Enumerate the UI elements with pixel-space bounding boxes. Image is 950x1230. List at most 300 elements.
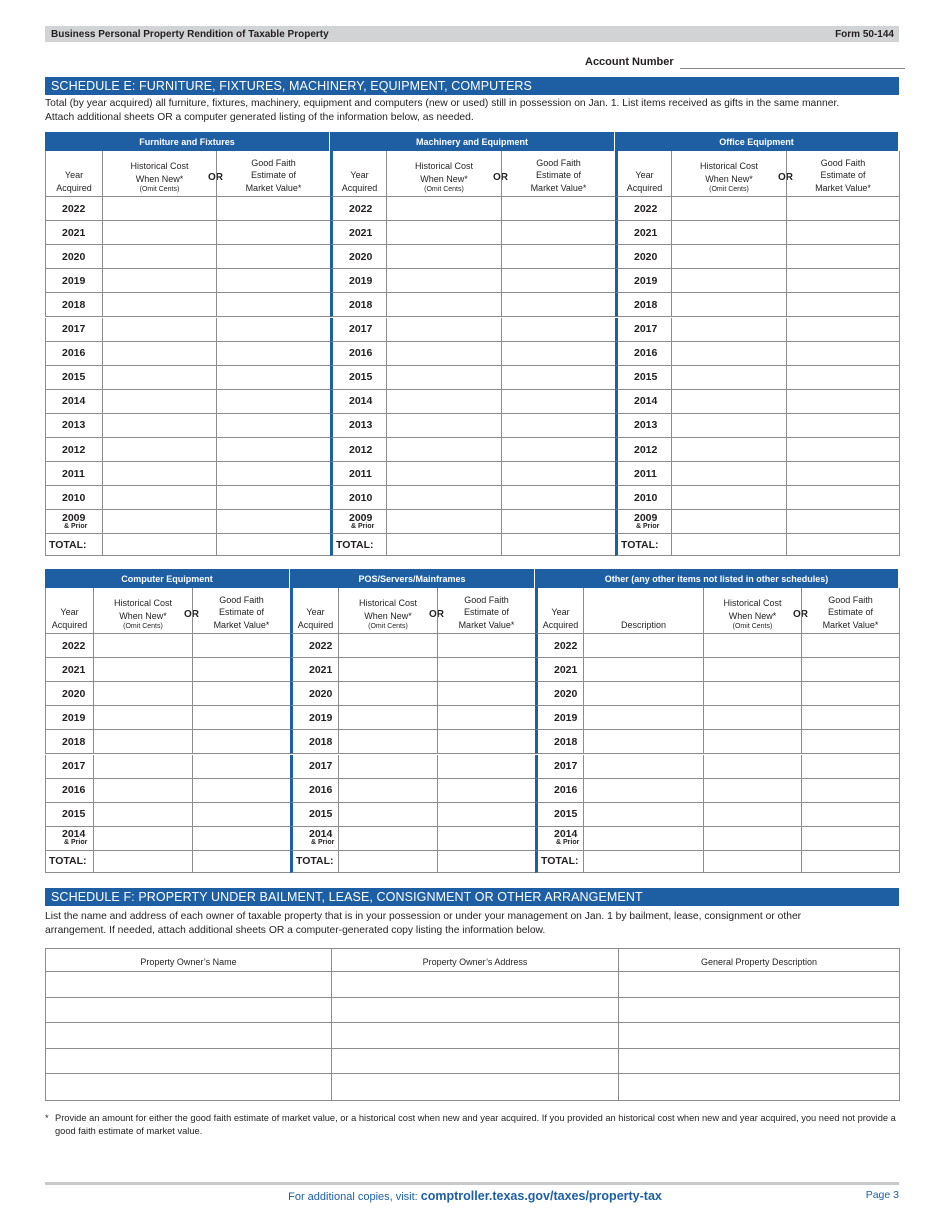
group-header: Computer Equipment bbox=[45, 569, 290, 588]
hist-input-cell[interactable] bbox=[671, 318, 786, 342]
good-input-cell[interactable] bbox=[437, 682, 535, 706]
desc-input-cell[interactable] bbox=[583, 730, 703, 754]
good-input-cell[interactable] bbox=[786, 269, 899, 293]
year-label: 2018 bbox=[535, 730, 583, 754]
hist-input-cell[interactable] bbox=[386, 390, 501, 414]
good-input-cell[interactable] bbox=[501, 486, 615, 510]
good-input-cell[interactable] bbox=[437, 634, 535, 658]
property-description-input[interactable] bbox=[619, 1074, 899, 1100]
year-label: 2011 bbox=[330, 462, 386, 486]
or-separator: OR bbox=[429, 609, 444, 620]
good-input-cell[interactable] bbox=[801, 730, 899, 754]
desc-input-cell[interactable] bbox=[583, 827, 703, 851]
hist-input-cell[interactable] bbox=[93, 827, 192, 851]
year-label: 2015 bbox=[615, 366, 671, 390]
good-input-cell[interactable] bbox=[801, 779, 899, 803]
estimate-of-line: Estimate of bbox=[250, 170, 297, 180]
hist-input-cell[interactable] bbox=[703, 779, 801, 803]
year-label: 2012 bbox=[45, 438, 102, 462]
good-input-cell[interactable] bbox=[437, 827, 535, 851]
good-input-cell[interactable] bbox=[501, 293, 615, 317]
property-description-input[interactable] bbox=[619, 1023, 899, 1048]
hist-input-cell[interactable] bbox=[386, 269, 501, 293]
year-label bbox=[290, 827, 338, 851]
good-input-cell[interactable] bbox=[786, 390, 899, 414]
year-label: 2021 bbox=[45, 658, 93, 682]
good-input-cell[interactable] bbox=[501, 390, 615, 414]
hist-input-cell[interactable] bbox=[386, 462, 501, 486]
good-faith-line: Good Faith bbox=[219, 594, 264, 605]
hist-input-cell[interactable] bbox=[386, 486, 501, 510]
good-input-cell[interactable] bbox=[501, 342, 615, 366]
year-label: 2011 bbox=[45, 462, 102, 486]
hist-input-cell[interactable] bbox=[386, 366, 501, 390]
year-label: 2013 bbox=[45, 414, 102, 438]
year-label: 2012 bbox=[615, 438, 671, 462]
schedule-f-row bbox=[46, 998, 899, 1024]
prior-note: & Prior bbox=[64, 839, 88, 847]
good-input-cell[interactable] bbox=[192, 779, 290, 803]
page-number: Page 3 bbox=[865, 1189, 899, 1201]
hist-input-cell[interactable] bbox=[671, 462, 786, 486]
good-input-cell[interactable] bbox=[786, 414, 899, 438]
total-label: TOTAL: bbox=[535, 851, 583, 873]
desc-input-cell[interactable] bbox=[583, 803, 703, 827]
good-faith-line: Good Faith bbox=[251, 157, 296, 168]
hist-input-cell[interactable] bbox=[386, 534, 501, 556]
or-separator: OR bbox=[493, 172, 508, 183]
good-input-cell[interactable] bbox=[437, 779, 535, 803]
year-label: 2014 bbox=[330, 390, 386, 414]
year-label: 2017 bbox=[45, 318, 102, 342]
good-input-cell[interactable] bbox=[437, 706, 535, 730]
footnote-text: Provide an amount for either the good faith estimate of market value, or a historical cost when new and year acquired. If you provided an historical cost when new and year acquired, you need not provide a good faith estimate of market value. bbox=[55, 1113, 896, 1136]
good-input-cell[interactable] bbox=[501, 462, 615, 486]
year-label: 2019 bbox=[535, 706, 583, 730]
hist-input-cell[interactable] bbox=[386, 293, 501, 317]
year-label: 2019 bbox=[45, 706, 93, 730]
good-input-cell[interactable] bbox=[786, 534, 899, 556]
year-label: 2021 bbox=[615, 221, 671, 245]
owner-address-input[interactable] bbox=[332, 1074, 619, 1100]
hist-input-cell[interactable] bbox=[671, 510, 786, 534]
hist-input-cell[interactable] bbox=[102, 221, 216, 245]
good-input-cell[interactable] bbox=[801, 634, 899, 658]
good-input-cell[interactable] bbox=[801, 706, 899, 730]
good-input-cell[interactable] bbox=[501, 534, 615, 556]
good-input-cell[interactable] bbox=[437, 851, 535, 873]
group-header: Office Equipment bbox=[615, 132, 899, 151]
desc-input-cell[interactable] bbox=[583, 706, 703, 730]
year-label: 2013 bbox=[330, 414, 386, 438]
hist-input-cell[interactable] bbox=[93, 658, 192, 682]
hist-input-cell[interactable] bbox=[93, 755, 192, 779]
good-input-cell[interactable] bbox=[216, 414, 330, 438]
good-input-cell[interactable] bbox=[216, 462, 330, 486]
prior-note: & Prior bbox=[636, 522, 660, 530]
good-input-cell[interactable] bbox=[192, 658, 290, 682]
good-input-cell[interactable] bbox=[801, 851, 899, 873]
good-input-cell[interactable] bbox=[501, 366, 615, 390]
or-separator: OR bbox=[793, 609, 808, 620]
good-input-cell[interactable] bbox=[786, 462, 899, 486]
good-input-cell[interactable] bbox=[786, 366, 899, 390]
hist-input-cell[interactable] bbox=[703, 730, 801, 754]
hist-input-cell[interactable] bbox=[671, 390, 786, 414]
good-input-cell[interactable] bbox=[192, 730, 290, 754]
owner-address-input[interactable] bbox=[332, 1023, 619, 1048]
owner-name-input[interactable] bbox=[46, 998, 332, 1023]
year-label: 2013 bbox=[615, 414, 671, 438]
year-column-header bbox=[290, 588, 338, 634]
good-input-cell[interactable] bbox=[786, 318, 899, 342]
owner-name-input[interactable] bbox=[46, 972, 332, 997]
hist-input-cell[interactable] bbox=[671, 534, 786, 556]
group-header: Machinery and Equipment bbox=[330, 132, 615, 151]
hist-input-cell[interactable] bbox=[671, 438, 786, 462]
good-faith-line: Good Faith bbox=[536, 157, 581, 168]
good-input-cell[interactable] bbox=[216, 221, 330, 245]
good-input-cell[interactable] bbox=[437, 755, 535, 779]
hist-input-cell[interactable] bbox=[671, 414, 786, 438]
good-input-cell[interactable] bbox=[216, 245, 330, 269]
year-label: 2019 bbox=[615, 269, 671, 293]
good-input-cell[interactable] bbox=[786, 486, 899, 510]
good-input-cell[interactable] bbox=[192, 755, 290, 779]
hist-column-header bbox=[671, 151, 786, 197]
year-label: 2022 bbox=[535, 634, 583, 658]
owner-address-input[interactable] bbox=[332, 998, 619, 1023]
form-header-bar bbox=[45, 26, 899, 42]
prior-year-value: 2009 bbox=[634, 511, 658, 524]
year-label: 2016 bbox=[290, 779, 338, 803]
hist-input-cell[interactable] bbox=[386, 318, 501, 342]
owner-name-input[interactable] bbox=[46, 1049, 332, 1074]
hist-input-cell[interactable] bbox=[671, 197, 786, 221]
schedule-e-instructions bbox=[45, 97, 905, 124]
account-number-label: Account Number bbox=[585, 56, 674, 68]
good-input-cell[interactable] bbox=[216, 510, 330, 534]
year-header-line: Year bbox=[306, 607, 325, 617]
hist-column-header bbox=[386, 151, 501, 197]
property-description-input[interactable] bbox=[619, 998, 899, 1023]
hist-input-cell[interactable] bbox=[671, 269, 786, 293]
year-label: 2018 bbox=[330, 293, 386, 317]
good-input-cell[interactable] bbox=[437, 803, 535, 827]
hist-input-cell[interactable] bbox=[102, 438, 216, 462]
good-input-cell[interactable] bbox=[801, 803, 899, 827]
group-header: Furniture and Fixtures bbox=[45, 132, 330, 151]
year-label: 2020 bbox=[45, 245, 102, 269]
good-input-cell[interactable] bbox=[437, 658, 535, 682]
year-label: 2022 bbox=[330, 197, 386, 221]
hist-input-cell[interactable] bbox=[93, 682, 192, 706]
desc-input-cell[interactable] bbox=[583, 658, 703, 682]
good-column-header bbox=[216, 151, 330, 197]
year-label bbox=[45, 827, 93, 851]
good-input-cell[interactable] bbox=[216, 390, 330, 414]
hist-input-cell[interactable] bbox=[93, 730, 192, 754]
hist-input-cell[interactable] bbox=[93, 803, 192, 827]
year-label: 2017 bbox=[615, 318, 671, 342]
or-separator: OR bbox=[778, 172, 793, 183]
footer bbox=[0, 1189, 950, 1203]
estimate-of-line: Estimate of bbox=[827, 607, 874, 617]
hist-input-cell[interactable] bbox=[93, 779, 192, 803]
year-label: 2014 bbox=[45, 390, 102, 414]
hist-input-cell[interactable] bbox=[102, 390, 216, 414]
good-input-cell[interactable] bbox=[216, 534, 330, 556]
good-input-cell[interactable] bbox=[801, 658, 899, 682]
good-input-cell[interactable] bbox=[192, 851, 290, 873]
prior-year-value: 2014 bbox=[309, 828, 333, 841]
year-label: 2022 bbox=[290, 634, 338, 658]
hist-input-cell[interactable] bbox=[671, 366, 786, 390]
year-label: 2019 bbox=[45, 269, 102, 293]
group-header: POS/Servers/Mainframes bbox=[290, 569, 535, 588]
owner-address-input[interactable] bbox=[332, 972, 619, 997]
acquired-header-line: Acquired bbox=[51, 619, 88, 630]
hist-input-cell[interactable] bbox=[703, 658, 801, 682]
year-label bbox=[615, 510, 671, 534]
hist-input-cell[interactable] bbox=[338, 730, 437, 754]
historical-cost-line: Historical Cost bbox=[699, 161, 758, 171]
footer-link[interactable]: comptroller.texas.gov/taxes/property-tax bbox=[420, 1189, 662, 1203]
year-label: 2020 bbox=[45, 682, 93, 706]
year-label: 2021 bbox=[290, 658, 338, 682]
footer-rule bbox=[45, 1182, 899, 1185]
hist-input-cell[interactable] bbox=[338, 779, 437, 803]
year-label: 2016 bbox=[535, 779, 583, 803]
hist-input-cell[interactable] bbox=[671, 342, 786, 366]
good-input-cell[interactable] bbox=[501, 414, 615, 438]
hist-input-cell[interactable] bbox=[102, 486, 216, 510]
good-input-cell[interactable] bbox=[786, 221, 899, 245]
schedule-f-row bbox=[46, 1049, 899, 1075]
owner-address-header: Property Owner’s Address bbox=[332, 949, 619, 971]
hist-input-cell[interactable] bbox=[703, 682, 801, 706]
hist-input-cell[interactable] bbox=[386, 221, 501, 245]
hist-input-cell[interactable] bbox=[671, 293, 786, 317]
hist-input-cell[interactable] bbox=[386, 510, 501, 534]
year-label: 2022 bbox=[45, 634, 93, 658]
hist-input-cell[interactable] bbox=[102, 318, 216, 342]
good-input-cell[interactable] bbox=[437, 730, 535, 754]
hist-input-cell[interactable] bbox=[102, 414, 216, 438]
good-faith-line: Good Faith bbox=[828, 594, 873, 605]
good-input-cell[interactable] bbox=[216, 438, 330, 462]
desc-input-cell[interactable] bbox=[583, 851, 703, 873]
hist-input-cell[interactable] bbox=[338, 827, 437, 851]
omit-cents-note: (Omit Cents) bbox=[732, 623, 773, 630]
good-input-cell[interactable] bbox=[192, 803, 290, 827]
form-title: Business Personal Property Rendition of Taxable Property bbox=[51, 28, 329, 40]
footer-prefix: For additional copies, visit: bbox=[288, 1191, 421, 1203]
good-input-cell[interactable] bbox=[786, 293, 899, 317]
schedule-e-title: SCHEDULE E: FURNITURE, FIXTURES, MACHINERY, EQUIPMENT, COMPUTERS bbox=[45, 77, 899, 95]
good-faith-line: Good Faith bbox=[464, 594, 509, 605]
hist-input-cell[interactable] bbox=[102, 510, 216, 534]
desc-input-cell[interactable] bbox=[583, 634, 703, 658]
good-column-header bbox=[192, 588, 290, 634]
year-label: 2015 bbox=[290, 803, 338, 827]
property-description-input[interactable] bbox=[619, 972, 899, 997]
year-label: 2016 bbox=[45, 342, 102, 366]
owner-name-input[interactable] bbox=[46, 1074, 332, 1100]
or-separator: OR bbox=[208, 172, 223, 183]
year-label: 2015 bbox=[45, 803, 93, 827]
desc-input-cell[interactable] bbox=[583, 682, 703, 706]
hist-input-cell[interactable] bbox=[338, 755, 437, 779]
hist-column-header bbox=[93, 588, 192, 634]
description-header-text: Description bbox=[620, 619, 667, 630]
hist-input-cell[interactable] bbox=[671, 486, 786, 510]
hist-input-cell[interactable] bbox=[338, 706, 437, 730]
good-input-cell[interactable] bbox=[501, 197, 615, 221]
prior-note: & Prior bbox=[64, 522, 88, 530]
owner-address-input[interactable] bbox=[332, 1049, 619, 1074]
hist-input-cell[interactable] bbox=[338, 634, 437, 658]
hist-input-cell[interactable] bbox=[671, 245, 786, 269]
good-input-cell[interactable] bbox=[501, 438, 615, 462]
hist-input-cell[interactable] bbox=[102, 462, 216, 486]
when-new-line: When New* bbox=[364, 610, 412, 621]
good-input-cell[interactable] bbox=[786, 438, 899, 462]
year-label: 2018 bbox=[290, 730, 338, 754]
prior-year-value: 2009 bbox=[62, 511, 86, 524]
hist-input-cell[interactable] bbox=[102, 293, 216, 317]
good-input-cell[interactable] bbox=[216, 197, 330, 221]
good-input-cell[interactable] bbox=[216, 486, 330, 510]
property-description-input[interactable] bbox=[619, 1049, 899, 1074]
form-number: Form 50-144 bbox=[835, 28, 894, 40]
year-label: 2018 bbox=[45, 730, 93, 754]
hist-input-cell[interactable] bbox=[102, 534, 216, 556]
hist-input-cell[interactable] bbox=[93, 851, 192, 873]
good-input-cell[interactable] bbox=[786, 510, 899, 534]
hist-input-cell[interactable] bbox=[386, 438, 501, 462]
good-input-cell[interactable] bbox=[501, 221, 615, 245]
total-label: TOTAL: bbox=[330, 534, 386, 556]
omit-cents-note: (Omit Cents) bbox=[424, 186, 464, 193]
hist-input-cell[interactable] bbox=[703, 706, 801, 730]
good-input-cell[interactable] bbox=[501, 510, 615, 534]
good-input-cell[interactable] bbox=[801, 827, 899, 851]
hist-input-cell[interactable] bbox=[93, 706, 192, 730]
year-label: 2020 bbox=[615, 245, 671, 269]
good-faith-line: Good Faith bbox=[820, 157, 866, 168]
prior-year-value: 2009 bbox=[349, 511, 373, 524]
hist-input-cell[interactable] bbox=[102, 269, 216, 293]
hist-input-cell[interactable] bbox=[386, 197, 501, 221]
hist-column-header bbox=[102, 151, 216, 197]
account-number-field[interactable] bbox=[680, 68, 905, 69]
table-right-border bbox=[899, 588, 900, 873]
year-label: 2016 bbox=[330, 342, 386, 366]
year-label: 2018 bbox=[615, 293, 671, 317]
schedule-f-table bbox=[45, 948, 900, 1101]
good-input-cell[interactable] bbox=[216, 366, 330, 390]
good-input-cell[interactable] bbox=[216, 293, 330, 317]
year-label: 2015 bbox=[330, 366, 386, 390]
omit-cents-note: (Omit Cents) bbox=[368, 623, 408, 630]
year-column-header bbox=[330, 151, 386, 197]
good-input-cell[interactable] bbox=[801, 682, 899, 706]
good-input-cell[interactable] bbox=[216, 269, 330, 293]
hist-input-cell[interactable] bbox=[703, 803, 801, 827]
year-label: 2020 bbox=[290, 682, 338, 706]
table-right-border bbox=[899, 151, 900, 556]
good-column-header bbox=[786, 151, 899, 197]
good-input-cell[interactable] bbox=[216, 318, 330, 342]
hist-input-cell[interactable] bbox=[671, 221, 786, 245]
hist-input-cell[interactable] bbox=[703, 851, 801, 873]
year-label bbox=[535, 827, 583, 851]
hist-input-cell[interactable] bbox=[93, 634, 192, 658]
good-input-cell[interactable] bbox=[801, 755, 899, 779]
good-input-cell[interactable] bbox=[501, 245, 615, 269]
acquired-header-line: Acquired bbox=[626, 182, 663, 193]
hist-input-cell[interactable] bbox=[703, 827, 801, 851]
footnote bbox=[45, 1112, 907, 1138]
historical-cost-line: Historical Cost bbox=[130, 161, 189, 171]
good-input-cell[interactable] bbox=[216, 342, 330, 366]
good-input-cell[interactable] bbox=[786, 245, 899, 269]
hist-input-cell[interactable] bbox=[386, 342, 501, 366]
good-input-cell[interactable] bbox=[786, 342, 899, 366]
good-input-cell[interactable] bbox=[786, 197, 899, 221]
year-column-header bbox=[615, 151, 671, 197]
hist-input-cell[interactable] bbox=[386, 414, 501, 438]
good-input-cell[interactable] bbox=[192, 706, 290, 730]
hist-input-cell[interactable] bbox=[703, 755, 801, 779]
schedule-f-title: SCHEDULE F: PROPERTY UNDER BAILMENT, LEASE, CONSIGNMENT OR OTHER ARRANGEMENT bbox=[45, 888, 899, 906]
hist-input-cell[interactable] bbox=[102, 366, 216, 390]
good-input-cell[interactable] bbox=[501, 269, 615, 293]
hist-input-cell[interactable] bbox=[338, 658, 437, 682]
good-input-cell[interactable] bbox=[192, 827, 290, 851]
good-input-cell[interactable] bbox=[501, 318, 615, 342]
or-separator: OR bbox=[184, 609, 199, 620]
hist-input-cell[interactable] bbox=[102, 197, 216, 221]
owner-name-input[interactable] bbox=[46, 1023, 332, 1048]
group-header: Other (any other items not listed in other schedules) bbox=[535, 569, 899, 588]
market-value-line: Market Value* bbox=[530, 182, 587, 193]
prior-note: & Prior bbox=[556, 839, 580, 847]
hist-input-cell[interactable] bbox=[338, 803, 437, 827]
hist-input-cell[interactable] bbox=[386, 245, 501, 269]
total-label: TOTAL: bbox=[615, 534, 671, 556]
hist-input-cell[interactable] bbox=[102, 342, 216, 366]
year-header-line: Year bbox=[350, 170, 369, 180]
market-value-line: Market Value* bbox=[822, 619, 879, 630]
good-input-cell[interactable] bbox=[192, 682, 290, 706]
total-label: TOTAL: bbox=[45, 851, 93, 873]
hist-input-cell[interactable] bbox=[703, 634, 801, 658]
estimate-of-line: Estimate of bbox=[535, 170, 582, 180]
desc-input-cell[interactable] bbox=[583, 779, 703, 803]
omit-cents-note: (Omit Cents) bbox=[123, 623, 163, 630]
good-input-cell[interactable] bbox=[192, 634, 290, 658]
year-label: 2010 bbox=[330, 486, 386, 510]
hist-input-cell[interactable] bbox=[338, 682, 437, 706]
hist-input-cell[interactable] bbox=[102, 245, 216, 269]
historical-cost-line: Historical Cost bbox=[723, 598, 782, 608]
desc-input-cell[interactable] bbox=[583, 755, 703, 779]
good-column-header bbox=[801, 588, 899, 634]
year-label: 2010 bbox=[615, 486, 671, 510]
hist-input-cell[interactable] bbox=[338, 851, 437, 873]
